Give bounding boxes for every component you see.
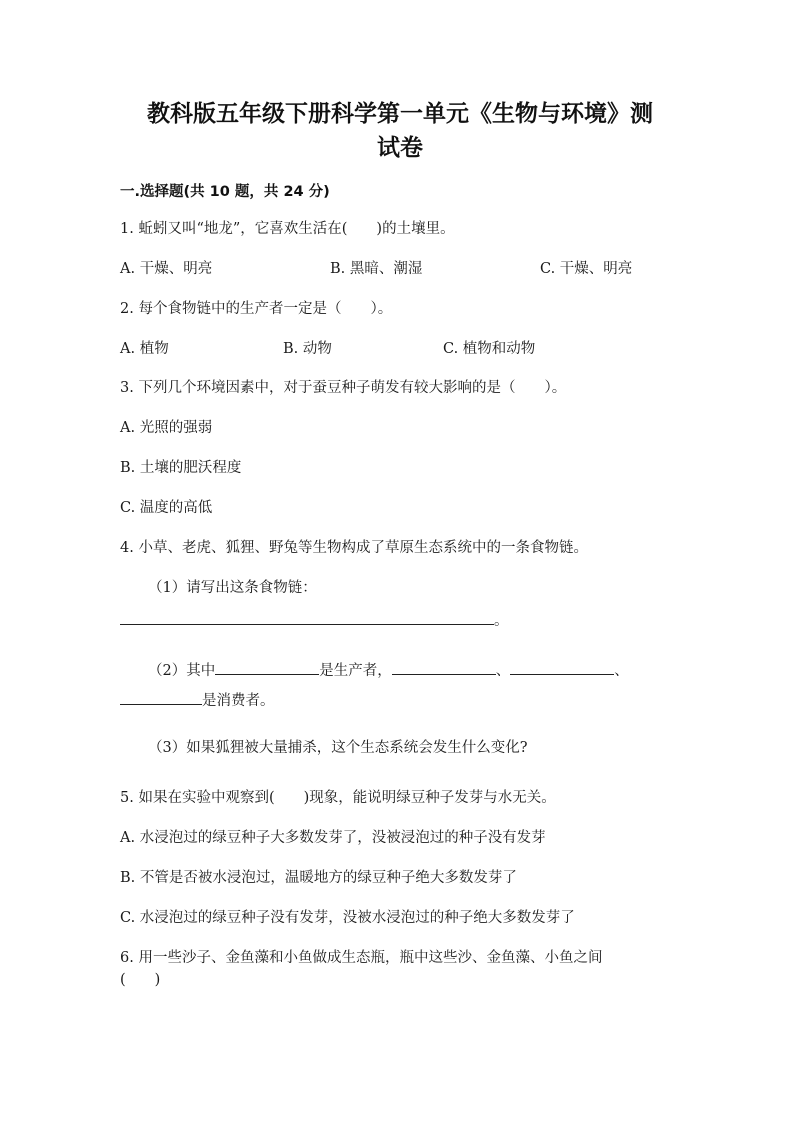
sub2-separator-2: 、 (614, 663, 629, 679)
question-5-option-c: C. 水浸泡过的绿豆种子没有发芽，没被水浸泡过的种子绝大多数发芽了 (120, 910, 575, 926)
question-5-option-b: B. 不管是否被水浸泡过，温暖地方的绿豆种子绝大多数发芽了 (120, 870, 517, 886)
question-3-option-b: B. 土壤的肥沃程度 (120, 460, 242, 476)
sub2-separator: 、 (495, 663, 511, 679)
question-5-stem: 5. 如果在实验中观察到( )现象，能说明绿豆种子发芽与水无关。 (120, 790, 556, 806)
question-4-sub2 (148, 660, 629, 681)
question-1-option-c: C. 干燥、明亮 (540, 261, 633, 277)
answer-line-period: 。 (494, 613, 509, 629)
question-1-stem: 1. 蚯蚓又叫“地龙”，它喜欢生活在( )的土壤里。 (120, 221, 455, 237)
question-3-stem: 3. 下列几个环境因素中，对于蚕豆种子萌发有较大影响的是（ ）。 (120, 380, 567, 396)
sub2-prefix: （2）其中 (148, 663, 216, 679)
question-2-option-a: A. 植物 (120, 341, 169, 357)
consumer-blank-3 (120, 690, 202, 705)
consumer-blank-1 (392, 660, 496, 675)
exam-title-line2: 试卷 (377, 135, 423, 161)
exam-title-line1: 教科版五年级下册科学第一单元《生物与环境》测 (147, 101, 653, 127)
question-2-option-c: C. 植物和动物 (443, 341, 536, 357)
section-heading: 一.选择题(共 10 题，共 24 分) (120, 184, 330, 200)
sub2-end: 是消费者。 (202, 693, 275, 709)
sub2-mid: 是生产者， (319, 663, 392, 679)
question-2-option-b: B. 动物 (283, 341, 332, 357)
question-6-stem-cont: ( ) (120, 972, 161, 988)
question-4-sub2-cont (120, 690, 275, 711)
question-1-option-b: B. 黑暗、潮湿 (330, 261, 423, 277)
question-4-sub1-answer-line (120, 610, 509, 631)
question-5-option-a: A. 水浸泡过的绿豆种子大多数发芽了，没被浸泡过的种子没有发芽 (120, 830, 546, 846)
question-1-option-a: A. 干燥、明亮 (120, 261, 213, 277)
question-3-option-a: A. 光照的强弱 (120, 420, 213, 436)
question-4-stem: 4. 小草、老虎、狐狸、野兔等生物构成了草原生态系统中的一条食物链。 (120, 540, 588, 556)
consumer-blank-2 (510, 660, 614, 675)
question-6-stem: 6. 用一些沙子、金鱼藻和小鱼做成生态瓶，瓶中这些沙、金鱼藻、小鱼之间 (120, 950, 603, 966)
question-2-stem: 2. 每个食物链中的生产者一定是（ ）。 (120, 301, 393, 317)
question-3-option-c: C. 温度的高低 (120, 500, 213, 516)
question-4-sub1: （1）请写出这条食物链： (148, 580, 317, 596)
question-4-sub3: （3）如果狐狸被大量捕杀，这个生态系统会发生什么变化? (148, 740, 528, 756)
answer-blank (120, 610, 494, 625)
producer-blank (215, 660, 319, 675)
